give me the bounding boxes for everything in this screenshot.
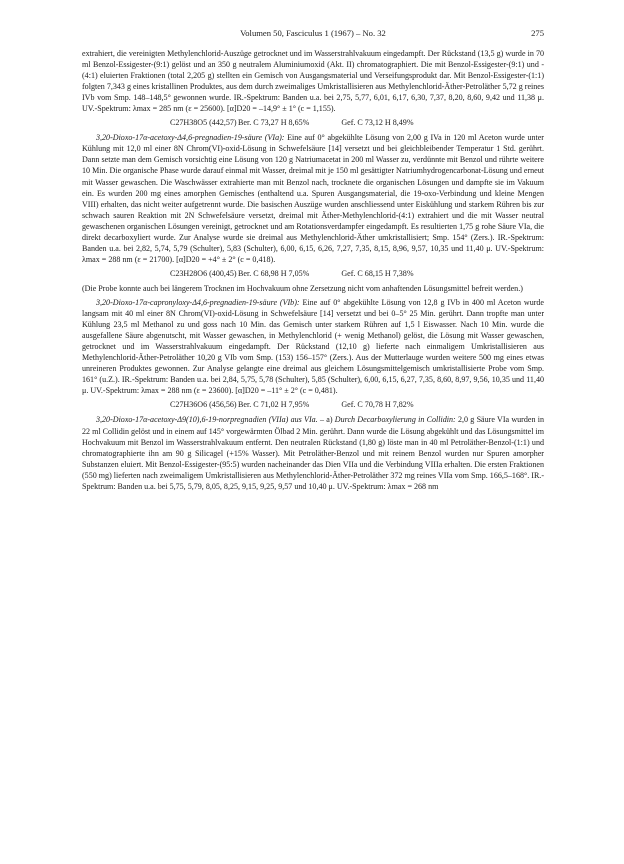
found-vib: Gef. C 70,78 H 7,82% bbox=[341, 400, 414, 410]
calculated-vib: Ber. C 71,02 H 7,95% bbox=[238, 400, 310, 410]
formula-ivb: C27H38O5 (442,57) bbox=[170, 118, 237, 128]
compound-title-via: 3,20-Dioxo-17α-acetoxy-Δ4,6-pregnadien-19-säure (VIa): bbox=[96, 133, 285, 143]
found-via: Gef. C 68,15 H 7,38% bbox=[341, 268, 414, 278]
paragraph-via-body: Eine auf 0° abgekühlte Lösung von 2,00 g IVa in 120 ml Aceton wurde unter Kühlung mit 12,0 ml einer 8N Chrom(VI)-oxid-Lösung in Schwefelsäure [14] versetzt und bei gleichbleibender Temperatur 1 Std. gerührt. Dann setzte man dem Gemisch vorsichtig eine Lösung von 120 g Natriumacetat in 200 ml Wasser zu, verdünnte mit Benzol und rührte weitere 10 Min. Die organische Phase wurde darauf einmal mit Wasser, dreimal mit je 150 ml gesättigter Natriumhydrogencarbonat-Lösung und erneut mit Wasser gewaschen. Die Waschwässer extrahierte man mit Benzol nach, trocknete die organischen Lösungen und dampfte sie im Vakuum ein. Es wurden 200 mg eines amorphen Gemisches (enthaltend u.a. Spuren Ausgangsmaterial, die 19-oxo-Verbindung und kleine Mengen VIII) erhalten, das nicht weiter aufgetrennt wurde. Die basischen Auszüge wurden anschliessend unter Eiskühlung und starkem Rühren bis zur schwach sauren Reaktion mit 2N Schwefelsäure versetzt, dreimal mit Äther-Methylenchlorid-(4:1) extrahiert und die mit Wasser neutral gewaschenen organischen Lösungen vereinigt, getrocknet und am Rotationsverdampfer eingedampft. Es resultierten 1,75 g rohe Säure VIa, die direkt decarboxyliert wurde. Zur Analyse wurde sie dreimal aus Methylenchlorid-Äther umkristallisiert; Smp. 154° (Zers.). IR.-Spektrum: Banden u.a. bei 2,82, 5,74, 5,79 (Schulter), 5,83 (Schulter), 6,00, 6,15, 6,26, 7,27, 7,35, 8,15, 8,96, 9,57, 10,35 und 11,40 μ. UV.-Spektrum: λmax = 288 nm (ε = 21700). [α]D20 = +4° ± 2° (c = 0,418). bbox=[82, 133, 544, 264]
paragraph-continuation: extrahiert, die vereinigten Methylenchlorid-Auszüge getrocknet und im Wasserstrahlvakuum eingedampft. Der Rückstand (13,5 g) wurde in 70 ml Benzol-Essigester-(9:1) gelöst und an 350 g neutralem Aluminiumoxid (Akt. II) chromatographiert. Die mit Benzol-Essigester-(9:1) und -(4:1) eluierten Fraktionen (total 2,205 g) stellten ein Gemisch von Ausgangsmaterial und Verseifungsprodukt dar. Mit Benzol-Essigester-(1:1) folgten 7,343 g eines kristallinen Produktes, aus dem durch zweimaliges Umkristallisieren aus Methylenchlorid-Äther-Petroläther 5,72 g reines IVb vom Smp. 148–148,5° gewonnen wurde. IR.-Spektrum: Banden u.a. bei 2,75, 5,77, 6,01, 6,17, 6,30, 7,37, 8,20, 8,60, 9,42 und 11,38 μ. UV.-Spektrum: λmax = 285 nm (ε = 25600). [α]D20 = –14,9° ± 1° (c = 1,155). bbox=[82, 49, 544, 114]
paragraph-viia bbox=[82, 414, 544, 491]
formula-vib: C27H36O6 (456,56) bbox=[170, 400, 237, 410]
running-header bbox=[82, 28, 544, 42]
calculated-ivb: Ber. C 73,27 H 8,65% bbox=[238, 118, 310, 128]
method-title: Durch Decarboxylierung in Collidin: bbox=[334, 415, 456, 425]
calculated-via: Ber. C 68,98 H 7,05% bbox=[238, 268, 310, 278]
paper-page bbox=[82, 28, 544, 492]
paragraph-vib-body: Eine auf 0° abgekühlte Lösung von 12,8 g IVb in 400 ml Aceton wurde langsam mit 40 ml einer 8N Chrom(VI)-oxid-Lösung in Schwefelsäure [14] versetzt und bei 0–5° 25 Min. gerührt. Dann tropfte man unter Kühlung 23,5 ml Methanol zu und goss nach 10 Min. das Gemisch unter starkem Rühren auf 1,5 l Eiswasser. Nach 10 Min. wurde die ausgefallene Säure abgenutscht, mit Wasser gewaschen, in Methylenchlorid (+ wenig Methanol) gelöst, die Lösung mit Wasser gewaschen, getrocknet und im Wasserstrahlvakuum eingedampft. Der Rückstand (12,10 g) lieferte nach einmaligem Umkristallisieren aus Methylenchlorid-Äther-Petroläther 10,20 g VIb vom Smp. (153) 156–157° (Zers.). Aus der Mutterlauge wurden weitere 500 mg eines etwas unreineren Produktes gewonnen. Zur Analyse gelangte eine dreimal aus gleichem Lösungsmittelgemisch umkristallisierte Probe vom Smp. 161° (u.Z.). IR.-Spektrum: Banden u.a. bei 2,84, 5,75, 5,78 (Schulter), 5,85 (Schulter), 6,00, 6,15, 6,27, 7,35, 8,60, 8,97, 9,56, 10,35 und 11,40 μ. UV.-Spektrum: λmax = 288 nm (ε = 23600). [α]D20 = –11° ± 2° (c = 0,481). bbox=[82, 297, 544, 396]
compound-title-vib: 3,20-Dioxo-17α-capronyloxy-Δ4,6-pregnadien-19-säure (VIb): bbox=[96, 297, 300, 307]
analysis-line-vib bbox=[82, 399, 544, 410]
found-ivb: Gef. C 73,12 H 8,49% bbox=[341, 118, 414, 128]
formula-via: C23H28O6 (400,45) bbox=[170, 268, 237, 278]
analysis-line-via bbox=[82, 268, 544, 279]
page-number: 275 bbox=[531, 28, 544, 38]
note-paragraph: (Die Probe konnte auch bei längerem Trocknen im Hochvakuum ohne Zersetzung nicht vom anhaftenden Lösungsmittel befreit werden.) bbox=[82, 283, 523, 293]
method-marker: – a) bbox=[317, 415, 335, 425]
paragraph-vib bbox=[82, 297, 544, 396]
paragraph-via bbox=[82, 132, 544, 265]
paragraph-viia-body: 2,0 g Säure VIa wurden in 22 ml Collidin gelöst und in einem auf 145° vorgewärmten Ölbad 2 Min. gerührt. Dann wurde die Lösung abgekühlt und das Lösungsmittel im Hochvakuum mit Benzol im Wasserstrahlvakuum entfernt. Den neutralen Rückstand (1,80 g) löste man in 40 ml Petroläther-Benzol-(1:1) und chromatographierte ihn am 90 g Silicagel (+15% Wasser). Mit Petroläther-Benzol und mit reinem Benzol wurden nur Spuren amorpher Substanzen eluiert. Mit Benzol-Essigester-(95:5) wurden nacheinander das Dien VIIa und die Verbindung VIIIa erhalten. Die ersten Fraktionen (550 mg) lieferten nach zweimaligem Umkristallisieren aus Methylenchlorid-Äther-Petroläther 372 mg reines VIIa vom Smp. 166,5–168°. IR.-Spektrum: Banden u.a. bei 5,75, 5,79, 8,05, 8,25, 9,15, 9,25, 9,57 und 10,40 μ. UV.-Spektrum: λmax = 268 nm bbox=[82, 415, 544, 491]
analysis-line-ivb bbox=[82, 117, 544, 128]
body-text bbox=[82, 48, 544, 492]
compound-title-viia: 3,20-Dioxo-17α-acetoxy-Δ9(10),6-19-norpregnadien (VIIa) aus VIa. bbox=[96, 415, 318, 425]
running-title: Volumen 50, Fasciculus 1 (1967) – No. 32 bbox=[240, 28, 386, 38]
